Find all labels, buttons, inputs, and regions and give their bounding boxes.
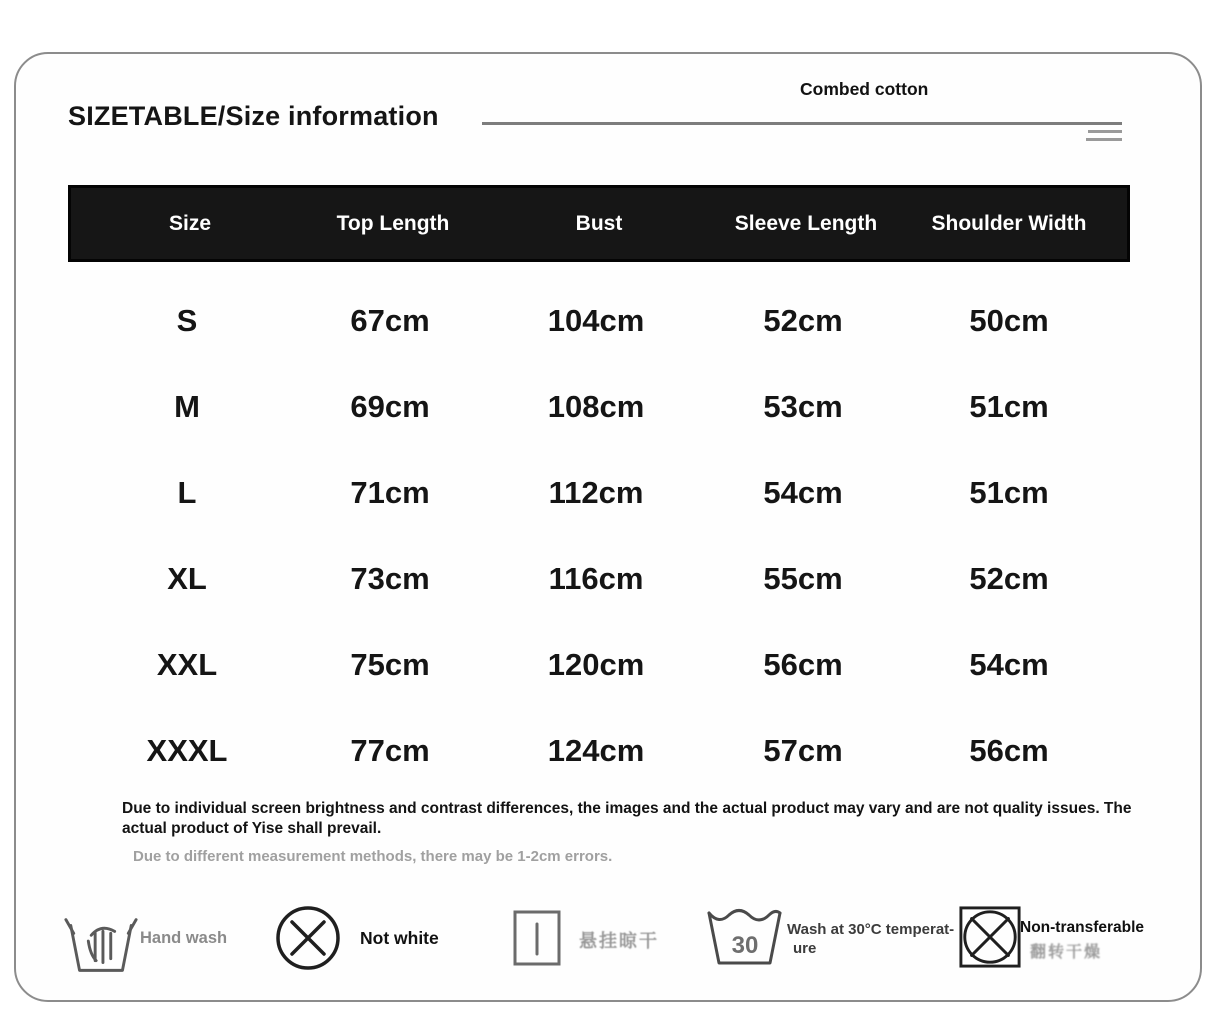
cell-top-length: 69cm	[350, 389, 430, 424]
cell-top-length: 77cm	[350, 733, 430, 768]
size-table-body	[68, 278, 1130, 794]
divider-accent-line-2	[1086, 138, 1122, 141]
cell-size: XXXL	[146, 733, 228, 768]
column-header-sleeve-length: Sleeve Length	[734, 211, 878, 235]
hang-dry-icon	[511, 908, 563, 968]
disclaimer-secondary: Due to different measurement methods, there may be 1-2cm errors.	[133, 848, 613, 865]
cell-top-length: 75cm	[350, 647, 430, 682]
cell-shoulder-width: 50cm	[969, 303, 1049, 338]
cell-sleeve-length: 57cm	[763, 733, 843, 768]
table-row	[68, 622, 1130, 708]
cell-shoulder-width: 54cm	[969, 647, 1049, 682]
cell-top-length: 71cm	[350, 475, 430, 510]
cell-sleeve-length: 52cm	[763, 303, 843, 338]
non-transferable-label: Non-transferable	[1020, 919, 1145, 936]
column-header-bust: Bust	[575, 211, 623, 235]
title-divider-line	[482, 122, 1122, 125]
cell-sleeve-length: 55cm	[763, 561, 843, 596]
cell-bust: 108cm	[547, 389, 645, 424]
cell-shoulder-width: 52cm	[969, 561, 1049, 596]
cell-sleeve-length: 54cm	[763, 475, 843, 510]
table-header	[68, 185, 1130, 262]
divider-accent-line-1	[1088, 130, 1122, 133]
cell-bust: 124cm	[547, 733, 645, 768]
cell-shoulder-width: 51cm	[969, 389, 1049, 424]
table-row	[68, 536, 1130, 622]
cell-top-length: 67cm	[350, 303, 430, 338]
cell-shoulder-width: 51cm	[969, 475, 1049, 510]
circle-cross-icon	[274, 904, 342, 972]
cell-sleeve-length: 56cm	[763, 647, 843, 682]
cell-size: XXL	[156, 647, 218, 682]
not-white-label: Not white	[360, 928, 439, 948]
hand-wash-label: Hand wash	[140, 929, 228, 947]
column-header-shoulder-width: Shoulder Width	[931, 211, 1087, 235]
cell-size: XL	[167, 561, 207, 596]
disclaimer-primary: Due to individual screen brightness and contrast differences, the images and the actual product may vary and are not quality issues. The actual product of Yise shall prevail.	[122, 800, 1132, 838]
cell-sleeve-length: 53cm	[763, 389, 843, 424]
table-row	[68, 278, 1130, 364]
no-tumble-dry-icon	[958, 905, 1022, 969]
wash-30-label-line2: ure	[793, 940, 817, 957]
page-title: SIZETABLE/Size information	[68, 101, 439, 131]
cell-bust: 120cm	[547, 647, 645, 682]
column-header-top-length: Top Length	[336, 211, 450, 235]
table-row	[68, 364, 1130, 450]
cell-bust: 104cm	[547, 303, 645, 338]
table-row	[68, 708, 1130, 794]
table-row	[68, 450, 1130, 536]
column-header-size: Size	[168, 211, 212, 235]
wash-temperature-value: 30	[731, 932, 759, 959]
hang-dry-label: 悬挂晾干	[579, 931, 659, 951]
cell-bust: 116cm	[548, 561, 644, 596]
cell-size: S	[176, 303, 198, 338]
wash-30-icon	[702, 903, 786, 969]
material-label: Combed cotton	[800, 79, 929, 99]
cell-size: M	[174, 389, 200, 424]
cell-shoulder-width: 56cm	[969, 733, 1049, 768]
cell-size: L	[177, 475, 197, 510]
non-transferable-sublabel: 翻转干燥	[1030, 944, 1103, 961]
cell-top-length: 73cm	[350, 561, 430, 596]
wash-30-label-line1: Wash at 30°C temperat-	[787, 921, 955, 938]
hand-wash-icon	[62, 903, 140, 987]
cell-bust: 112cm	[548, 475, 644, 510]
